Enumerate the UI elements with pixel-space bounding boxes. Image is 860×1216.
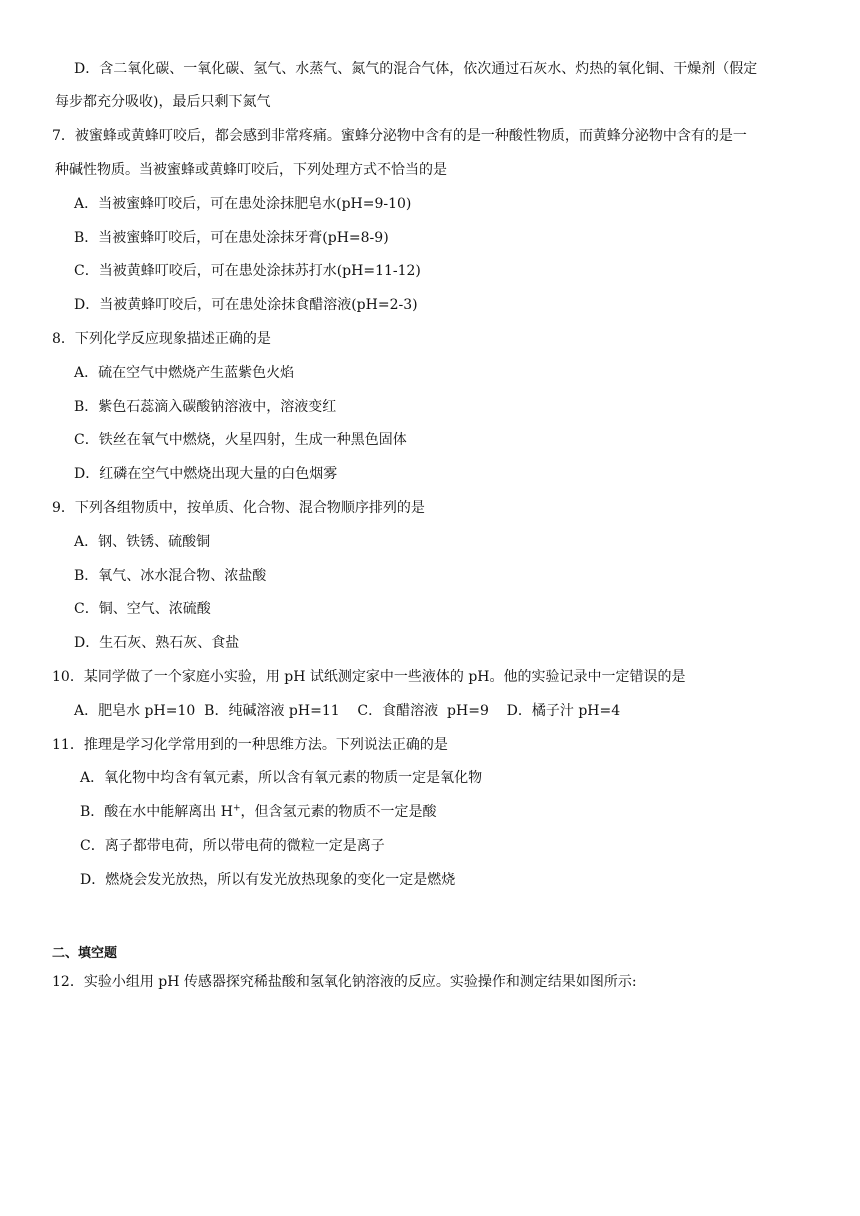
q9-stem: 9．下列各组物质中，按单质、化合物、混合物顺序排列的是	[52, 500, 425, 516]
q7-option-c: C．当被黄蜂叮咬后，可在患处涂抹苏打水(pH=11-12)	[74, 263, 421, 279]
q11-option-b-superscript: +	[232, 803, 241, 814]
q10-options: A．肥皂水 pH=10 B．纯碱溶液 pH=11 C．食醋溶液 pH=9 D．橘子汁 pH=4	[74, 703, 621, 719]
q7-option-b: B．当被蜜蜂叮咬后，可在患处涂抹牙膏(pH=8-9)	[74, 230, 389, 246]
q9-option-a: A．钢、铁锈、硫酸铜	[74, 534, 211, 550]
q8-stem: 8．下列化学反应现象描述正确的是	[52, 331, 271, 347]
q11-stem: 11．推理是学习化学常用到的一种思维方法。下列说法正确的是	[52, 737, 448, 753]
q7-option-a: A．当被蜜蜂叮咬后，可在患处涂抹肥皂水(pH=9-10)	[74, 196, 412, 212]
q11-option-b	[80, 802, 437, 822]
q6-option-d-line2: 每步都充分吸收)，最后只剩下氮气	[55, 94, 271, 110]
q7-stem-line1: 7．被蜜蜂或黄蜂叮咬后，都会感到非常疼痛。蜜蜂分泌物中含有的是一种酸性物质，而黄蜂分泌物中含有的是一	[52, 128, 747, 144]
q8-option-c: C．铁丝在氧气中燃烧，火星四射，生成一种黑色固体	[74, 432, 407, 448]
q9-option-d: D．生石灰、熟石灰、食盐	[74, 635, 240, 651]
q8-option-b: B．紫色石蕊滴入碳酸钠溶液中，溶液变红	[74, 399, 337, 415]
q7-option-d: D．当被黄蜂叮咬后，可在患处涂抹食醋溶液(pH=2-3)	[74, 297, 418, 313]
q9-option-b: B．氧气、冰水混合物、浓盐酸	[74, 568, 267, 584]
q11-option-b-text-pre: B．酸在水中能解离出 H	[80, 804, 233, 820]
q11-option-b-text-post: ，但含氢元素的物质不一定是酸	[240, 804, 437, 820]
q7-stem-line2: 种碱性物质。当被蜜蜂或黄蜂叮咬后，下列处理方式不恰当的是	[55, 162, 447, 178]
q11-option-a: A．氧化物中均含有氧元素，所以含有氧元素的物质一定是氧化物	[80, 770, 483, 786]
section-title-fill-in: 二、填空题	[52, 946, 118, 961]
q6-option-d-line1: D．含二氧化碳、一氧化碳、氢气、水蒸气、氮气的混合气体，依次通过石灰水、灼热的氧化铜、干燥剂（假定	[74, 61, 758, 77]
q8-option-d: D．红磷在空气中燃烧出现大量的白色烟雾	[74, 466, 338, 482]
q11-option-d: D．燃烧会发光放热，所以有发光放热现象的变化一定是燃烧	[80, 872, 456, 888]
q12-stem: 12．实验小组用 pH 传感器探究稀盐酸和氢氧化钠溶液的反应。实验操作和测定结果如图所示:	[52, 974, 637, 990]
q9-option-c: C．铜、空气、浓硫酸	[74, 601, 211, 617]
q10-stem: 10．某同学做了一个家庭小实验，用 pH 试纸测定家中一些液体的 pH。他的实验记录中一定错误的是	[52, 669, 686, 685]
q8-option-a: A．硫在空气中燃烧产生蓝紫色火焰	[74, 365, 295, 381]
q11-option-c: C．离子都带电荷，所以带电荷的微粒一定是离子	[80, 838, 385, 854]
